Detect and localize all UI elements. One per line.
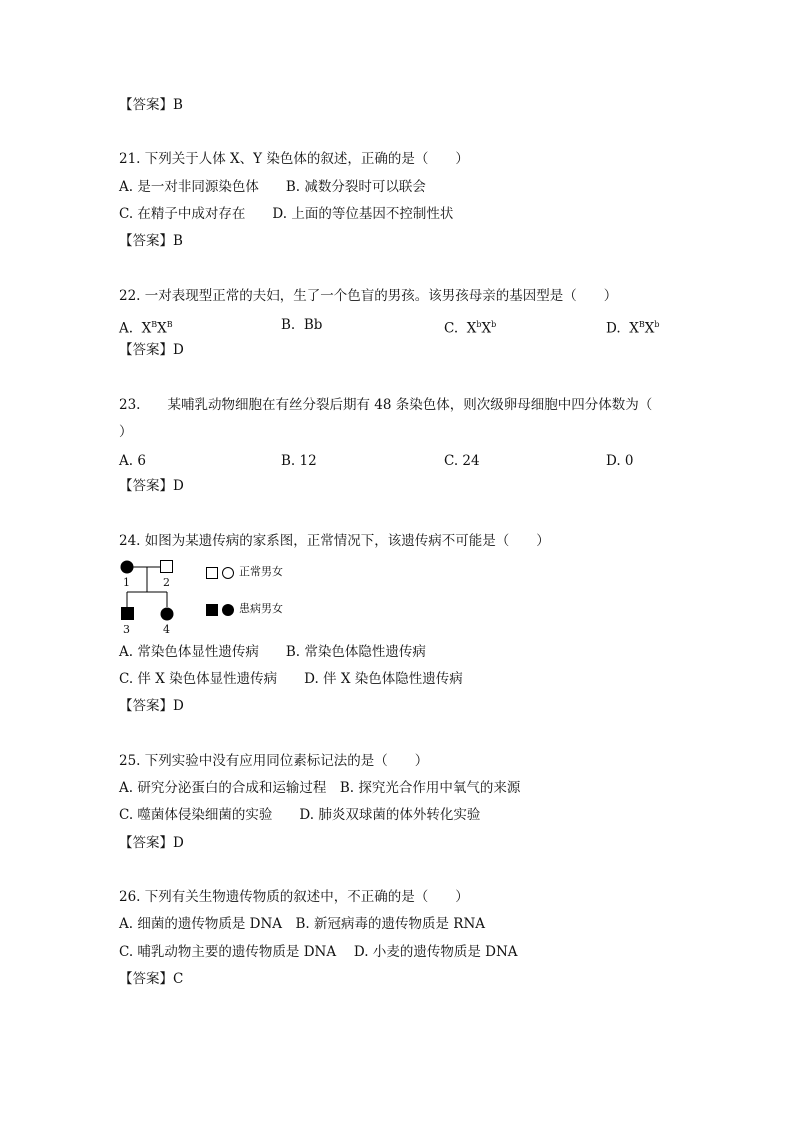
question-23-option-d: D. 0 [606, 453, 634, 469]
pedigree-label-3: 3 [123, 623, 130, 636]
question-23-option-b: B. 12 [281, 453, 317, 469]
question-21-options-line2: C. 在精子中成对存在 D. 上面的等位基因不控制性状 [119, 206, 454, 222]
question-22-option-a: A. $X^BX^B$ [119, 320, 173, 337]
question-23-option-a: A. 6 [119, 453, 146, 469]
legend-affected-male-icon [206, 604, 218, 616]
pedigree-label-1: 1 [123, 576, 130, 589]
affected-female-symbol [121, 561, 134, 574]
answer-20: 【答案】B [119, 97, 183, 113]
pedigree-svg [116, 556, 316, 638]
question-23-option-c: C. 24 [444, 453, 480, 469]
question-23-stem-line2: ） [119, 424, 133, 440]
pedigree-label-2: 2 [163, 576, 170, 589]
legend-normal-male-icon [207, 568, 218, 579]
question-26-stem: 26. 下列有关生物遗传物质的叙述中，不正确的是（ ） [119, 889, 469, 905]
question-24-options-line1: A. 常染色体显性遗传病 B. 常染色体隐性遗传病 [119, 644, 426, 660]
legend-affected-female-icon [222, 604, 234, 616]
pedigree-label-4: 4 [163, 623, 170, 636]
legend-normal-label: 正常男女 [239, 565, 283, 578]
question-26-options-line2: C. 哺乳动物主要的遗传物质是 DNA D. 小麦的遗传物质是 DNA [119, 944, 518, 960]
affected-male-symbol [121, 607, 134, 620]
answer-25: 【答案】D [119, 835, 184, 851]
answer-22: 【答案】D [119, 342, 184, 358]
answer-21: 【答案】B [119, 233, 183, 249]
question-23-stem-line1: 23. 某哺乳动物细胞在有丝分裂后期有 48 条染色体，则次级卵母细胞中四分体数为（ [119, 397, 653, 413]
answer-23: 【答案】D [119, 478, 184, 494]
question-21-options-line1: A. 是一对非同源染色体 B. 减数分裂时可以联会 [119, 179, 426, 195]
normal-male-symbol [161, 561, 173, 573]
question-22-option-d: D. $X^BX^b$ [606, 320, 660, 337]
question-24-stem: 24. 如图为某遗传病的家系图，正常情况下，该遗传病不可能是（ ） [119, 533, 550, 549]
pedigree-diagram [116, 556, 316, 642]
question-25-options-line2: C. 噬菌体侵染细菌的实验 D. 肺炎双球菌的体外转化实验 [119, 807, 481, 823]
affected-female-child-symbol [161, 608, 174, 621]
question-26-options-line1: A. 细菌的遗传物质是 DNA B. 新冠病毒的遗传物质是 RNA [119, 916, 486, 932]
question-21-stem: 21. 下列关于人体 X、Y 染色体的叙述，正确的是（ ） [119, 151, 469, 167]
question-22-option-c: C. $X^bX^b$ [444, 320, 497, 337]
question-25-options-line1: A. 研究分泌蛋白的合成和运输过程 B. 探究光合作用中氧气的来源 [119, 780, 521, 796]
legend-affected-label: 患病男女 [239, 602, 283, 615]
question-22-stem: 22. 一对表现型正常的夫妇，生了一个色盲的男孩。该男孩母亲的基因型是（ ） [119, 288, 618, 304]
legend-normal-female-icon [223, 568, 234, 579]
answer-24: 【答案】D [119, 698, 184, 714]
answer-26: 【答案】C [119, 971, 184, 987]
question-24-options-line2: C. 伴 X 染色体显性遗传病 D. 伴 X 染色体隐性遗传病 [119, 671, 463, 687]
question-25-stem: 25. 下列实验中没有应用同位素标记法的是（ ） [119, 753, 429, 769]
question-22-option-b: B. Bb [281, 317, 323, 333]
